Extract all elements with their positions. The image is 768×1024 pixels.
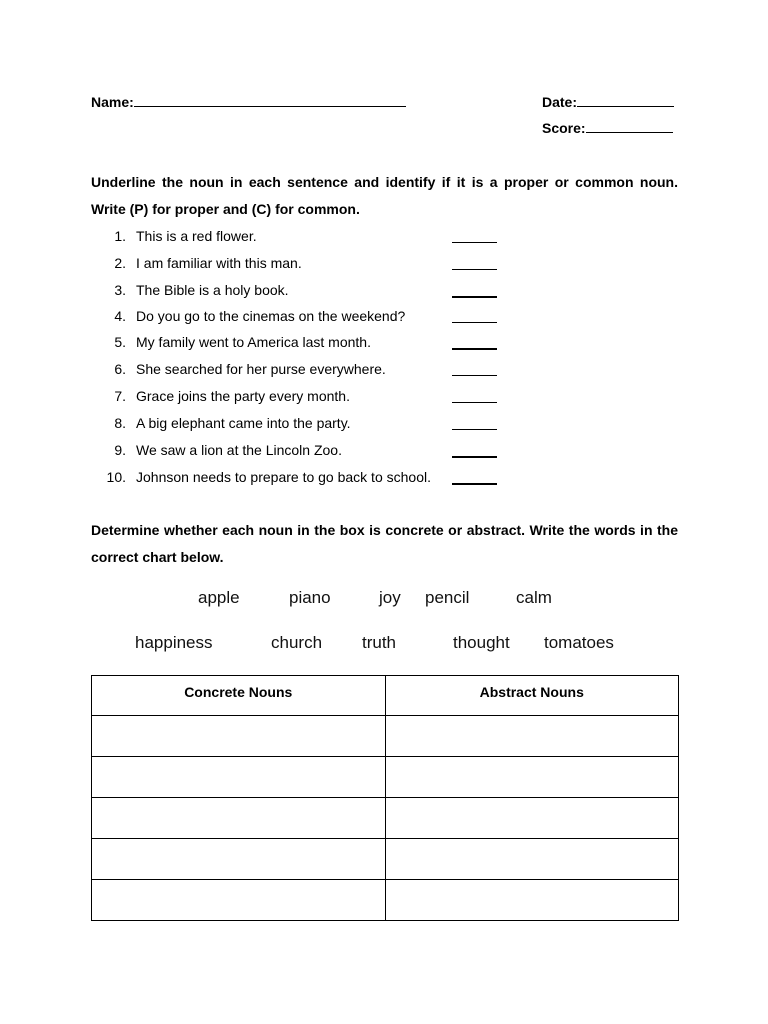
abstract-cell[interactable] xyxy=(385,880,679,921)
date-label: Date: xyxy=(542,94,578,110)
answer-blank[interactable] xyxy=(452,269,497,270)
question-number: 8. xyxy=(114,415,126,431)
question-text: My family went to America last month. xyxy=(136,334,371,350)
answer-blank[interactable] xyxy=(452,348,497,350)
concrete-cell[interactable] xyxy=(92,757,386,798)
list-item xyxy=(0,410,768,437)
word-item: piano xyxy=(289,588,331,607)
question-number: 2. xyxy=(114,255,126,271)
question-text: She searched for her purse everywhere. xyxy=(136,361,386,377)
abstract-nouns-header: Abstract Nouns xyxy=(385,676,679,716)
question-number: 1. xyxy=(114,228,126,244)
question-number: 4. xyxy=(114,308,126,324)
table-row xyxy=(92,716,679,757)
table-row xyxy=(92,880,679,921)
table-row xyxy=(92,839,679,880)
question-text: Johnson needs to prepare to go back to school. xyxy=(136,469,431,485)
answer-blank[interactable] xyxy=(452,483,497,485)
answer-blank[interactable] xyxy=(452,242,497,243)
question-text: We saw a lion at the Lincoln Zoo. xyxy=(136,442,342,458)
question-text: A big elephant came into the party. xyxy=(136,415,351,431)
question-number: 5. xyxy=(114,334,126,350)
question-text: Do you go to the cinemas on the weekend? xyxy=(136,308,406,324)
question-text: The Bible is a holy book. xyxy=(136,282,289,298)
word-item: joy xyxy=(379,588,401,607)
question-number: 3. xyxy=(114,282,126,298)
section1-instructions: Underline the noun in each sentence and identify if it is a proper or common noun. Write (P) for proper and (C) for common. xyxy=(91,174,678,217)
word-item: apple xyxy=(198,588,240,607)
name-field[interactable] xyxy=(91,93,406,110)
list-item xyxy=(0,356,768,383)
answer-blank[interactable] xyxy=(452,296,497,298)
table-row xyxy=(92,757,679,798)
abstract-cell[interactable] xyxy=(385,798,679,839)
concrete-cell[interactable] xyxy=(92,798,386,839)
list-item xyxy=(0,277,768,304)
date-blank-line[interactable] xyxy=(577,93,674,107)
question-number: 7. xyxy=(114,388,126,404)
abstract-cell[interactable] xyxy=(385,839,679,880)
list-item xyxy=(0,303,768,330)
question-number: 9. xyxy=(114,442,126,458)
list-item xyxy=(0,437,768,464)
concrete-cell[interactable] xyxy=(92,839,386,880)
question-text: This is a red flower. xyxy=(136,228,257,244)
date-field[interactable] xyxy=(542,93,674,110)
word-item: church xyxy=(271,633,323,652)
answer-blank[interactable] xyxy=(452,322,497,323)
score-field[interactable] xyxy=(542,119,673,136)
list-item xyxy=(0,250,768,277)
name-label: Name: xyxy=(91,94,134,110)
concrete-cell[interactable] xyxy=(92,716,386,757)
word-item: happiness xyxy=(135,633,213,652)
list-item xyxy=(0,329,768,356)
score-blank-line[interactable] xyxy=(586,119,673,133)
name-blank-line[interactable] xyxy=(134,93,406,107)
abstract-cell[interactable] xyxy=(385,716,679,757)
word-item: truth xyxy=(362,633,397,652)
answer-blank[interactable] xyxy=(452,402,497,403)
table-row xyxy=(92,798,679,839)
question-text: Grace joins the party every month. xyxy=(136,388,350,404)
list-item xyxy=(0,464,768,491)
abstract-cell[interactable] xyxy=(385,757,679,798)
word-item: calm xyxy=(516,588,552,607)
score-label: Score: xyxy=(542,120,586,136)
list-item xyxy=(0,383,768,410)
word-item: pencil xyxy=(425,588,470,607)
answer-blank[interactable] xyxy=(452,375,497,376)
list-item xyxy=(0,223,768,250)
question-number: 6. xyxy=(114,361,126,377)
section2-instructions: Determine whether each noun in the box is concrete or abstract. Write the words in the correct chart below. xyxy=(91,522,678,565)
word-item: tomatoes xyxy=(544,633,614,652)
concrete-cell[interactable] xyxy=(92,880,386,921)
answer-blank[interactable] xyxy=(452,456,497,458)
answer-blank[interactable] xyxy=(452,429,497,430)
word-item: thought xyxy=(453,633,510,652)
concrete-nouns-header: Concrete Nouns xyxy=(92,676,386,716)
noun-chart-table xyxy=(91,675,679,921)
question-number: 10. xyxy=(106,469,126,485)
question-text: I am familiar with this man. xyxy=(136,255,302,271)
table-header-row xyxy=(92,676,679,716)
